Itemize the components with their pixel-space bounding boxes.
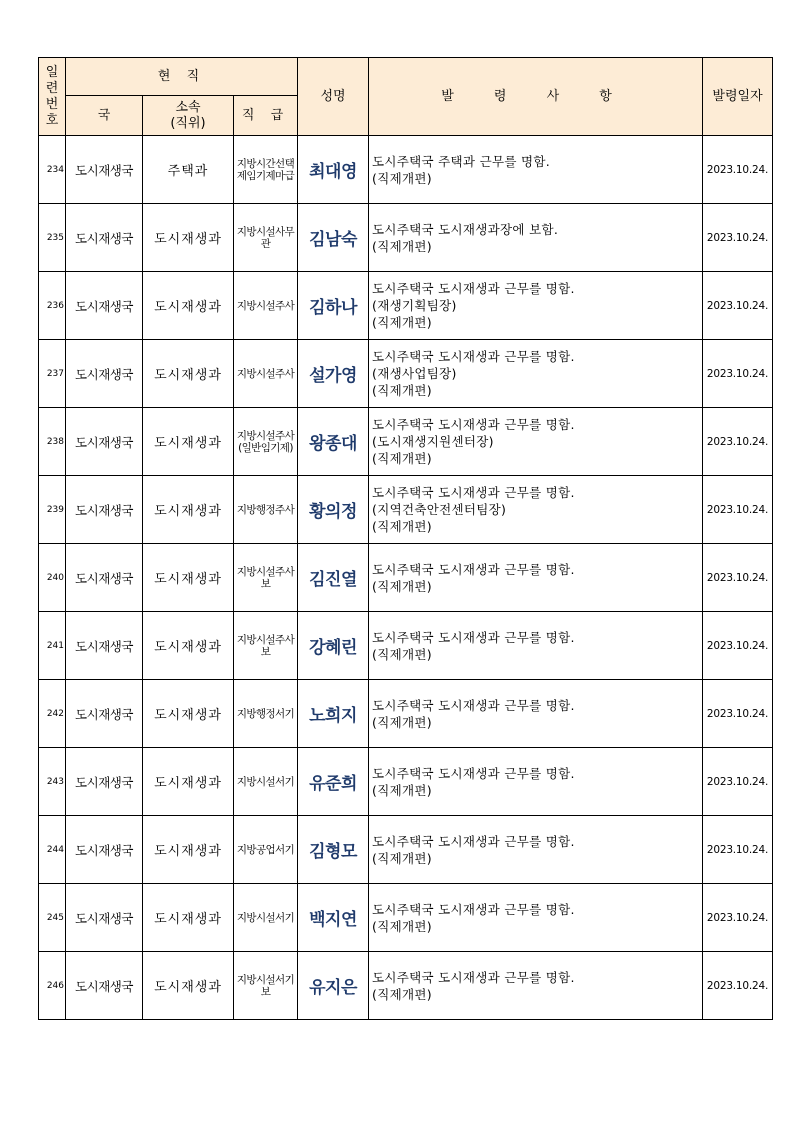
header-grade: 직 급 [234,96,298,136]
table-row [39,748,773,816]
row-order-line: 도시주택국 도시재생과 근무를 명함. [372,969,575,985]
row-order-line: (지역건축안전센터팀장) [372,502,507,517]
row-order-line: 도시주택국 도시재생과 근무를 명함. [372,765,575,781]
row-grade: 지방시간선택제임기제마급 [234,136,298,204]
row-unit: 도시재생과 [143,612,234,680]
table-row [39,816,773,884]
header-serial-label: 일련번호 [45,64,59,128]
row-unit: 도시재생과 [143,408,234,476]
row-order-line: (직제개편) [372,646,432,662]
row-order [369,884,703,952]
row-order-line: (도시재생지원센터장) [372,434,494,449]
row-grade: 지방시설사무관 [234,204,298,272]
row-bureau: 도시재생국 [66,612,143,680]
row-bureau: 도시재생국 [66,884,143,952]
row-order-line: 도시주택국 도시재생과 근무를 명함. [372,561,575,577]
row-date: 2023.10.24. [703,136,773,204]
header-serial [39,58,66,136]
row-order-line: (재생기획팀장) [372,298,457,313]
row-order-line: (직제개편) [372,170,432,186]
row-name: 왕종대 [298,408,369,476]
row-date: 2023.10.24. [703,816,773,884]
row-order-line: (직제개편) [372,383,432,398]
header-affiliation: 소속 (직위) [143,96,234,136]
row-number: 236 [39,272,66,340]
row-number: 237 [39,340,66,408]
row-date: 2023.10.24. [703,340,773,408]
row-date: 2023.10.24. [703,952,773,1020]
row-order [369,952,703,1020]
table-row [39,544,773,612]
row-name: 최대영 [298,136,369,204]
table-row [39,680,773,748]
row-order-line: 도시주택국 주택과 근무를 명함. [372,153,550,169]
header-current-position: 현 직 [66,58,298,96]
row-number: 239 [39,476,66,544]
table-row [39,952,773,1020]
row-bureau: 도시재생국 [66,816,143,884]
row-grade: 지방공업서기 [234,816,298,884]
row-date: 2023.10.24. [703,680,773,748]
row-order [369,204,703,272]
row-date: 2023.10.24. [703,408,773,476]
row-unit: 도시재생과 [143,884,234,952]
row-date: 2023.10.24. [703,544,773,612]
row-bureau: 도시재생국 [66,408,143,476]
row-grade: 지방시설주사보 [234,612,298,680]
row-bureau: 도시재생국 [66,952,143,1020]
table-row [39,408,773,476]
row-order-line: (직제개편) [372,238,432,254]
row-number: 243 [39,748,66,816]
header-name: 성명 [298,58,369,136]
row-grade: 지방시설주사 [234,272,298,340]
row-grade: 지방시설서기보 [234,952,298,1020]
row-date: 2023.10.24. [703,884,773,952]
row-number: 241 [39,612,66,680]
row-order [369,340,703,408]
row-order [369,612,703,680]
row-number: 246 [39,952,66,1020]
row-number: 245 [39,884,66,952]
row-name: 노희지 [298,680,369,748]
row-grade: 지방시설주사(일반임기제) [234,408,298,476]
header-bureau: 국 [66,96,143,136]
row-grade: 지방시설주사보 [234,544,298,612]
row-order-line: (직제개편) [372,315,432,330]
row-grade: 지방행정주사 [234,476,298,544]
row-bureau: 도시재생국 [66,680,143,748]
row-grade: 지방시설서기 [234,884,298,952]
row-bureau: 도시재생국 [66,340,143,408]
row-bureau: 도시재생국 [66,204,143,272]
row-order [369,136,703,204]
row-order-line: (직제개편) [372,918,432,934]
row-number: 244 [39,816,66,884]
row-unit: 도시재생과 [143,748,234,816]
table-row [39,272,773,340]
table-row [39,136,773,204]
row-order [369,476,703,544]
row-order-line: (재생사업팀장) [372,366,457,381]
row-unit: 도시재생과 [143,680,234,748]
header-order: 발 령 사 항 [369,58,703,136]
row-number: 235 [39,204,66,272]
row-date: 2023.10.24. [703,476,773,544]
row-order-line: 도시주택국 도시재생과 근무를 명함. [372,417,575,432]
row-unit: 도시재생과 [143,544,234,612]
row-order [369,272,703,340]
row-unit: 도시재생과 [143,272,234,340]
row-order [369,680,703,748]
row-bureau: 도시재생국 [66,136,143,204]
row-order [369,748,703,816]
row-number: 240 [39,544,66,612]
row-order-line: 도시주택국 도시재생과 근무를 명함. [372,485,575,500]
row-order-line: 도시주택국 도시재생과 근무를 명함. [372,697,575,713]
row-unit: 도시재생과 [143,816,234,884]
row-name: 유준희 [298,748,369,816]
row-order-line: 도시주택국 도시재생과 근무를 명함. [372,901,575,917]
row-grade: 지방시설주사 [234,340,298,408]
row-name: 김남숙 [298,204,369,272]
row-order-line: (직제개편) [372,519,432,534]
table-row [39,476,773,544]
row-name: 김하나 [298,272,369,340]
table-row [39,612,773,680]
row-order [369,544,703,612]
table-row [39,884,773,952]
row-bureau: 도시재생국 [66,544,143,612]
row-name: 설가영 [298,340,369,408]
row-bureau: 도시재생국 [66,748,143,816]
row-number: 234 [39,136,66,204]
row-order-line: (직제개편) [372,850,432,866]
row-date: 2023.10.24. [703,748,773,816]
row-grade: 지방시설서기 [234,748,298,816]
row-grade: 지방행정서기 [234,680,298,748]
row-order-line: (직제개편) [372,578,432,594]
row-order-line: (직제개편) [372,451,432,466]
table-row [39,340,773,408]
row-name: 백지연 [298,884,369,952]
row-order-line: 도시주택국 도시재생과 근무를 명함. [372,281,575,296]
row-order [369,408,703,476]
row-order-line: 도시주택국 도시재생과 근무를 명함. [372,349,575,364]
row-unit: 도시재생과 [143,340,234,408]
row-unit: 도시재생과 [143,952,234,1020]
row-unit: 주택과 [143,136,234,204]
row-name: 강혜린 [298,612,369,680]
row-order-line: (직제개편) [372,986,432,1002]
row-number: 242 [39,680,66,748]
row-order-line: 도시주택국 도시재생과 근무를 명함. [372,833,575,849]
row-bureau: 도시재생국 [66,476,143,544]
row-name: 김형모 [298,816,369,884]
header-date: 발령일자 [703,58,773,136]
row-name: 유지은 [298,952,369,1020]
row-unit: 도시재생과 [143,204,234,272]
table-body [39,136,773,1020]
row-order [369,816,703,884]
row-order-line: (직제개편) [372,782,432,798]
row-name: 김진열 [298,544,369,612]
row-bureau: 도시재생국 [66,272,143,340]
row-order-line: 도시주택국 도시재생과장에 보함. [372,221,559,237]
row-order-line: (직제개편) [372,714,432,730]
row-order-line: 도시주택국 도시재생과 근무를 명함. [372,629,575,645]
row-date: 2023.10.24. [703,612,773,680]
row-date: 2023.10.24. [703,204,773,272]
row-unit: 도시재생과 [143,476,234,544]
row-date: 2023.10.24. [703,272,773,340]
row-number: 238 [39,408,66,476]
personnel-order-table [38,57,773,1020]
row-name: 황의정 [298,476,369,544]
table-row [39,204,773,272]
